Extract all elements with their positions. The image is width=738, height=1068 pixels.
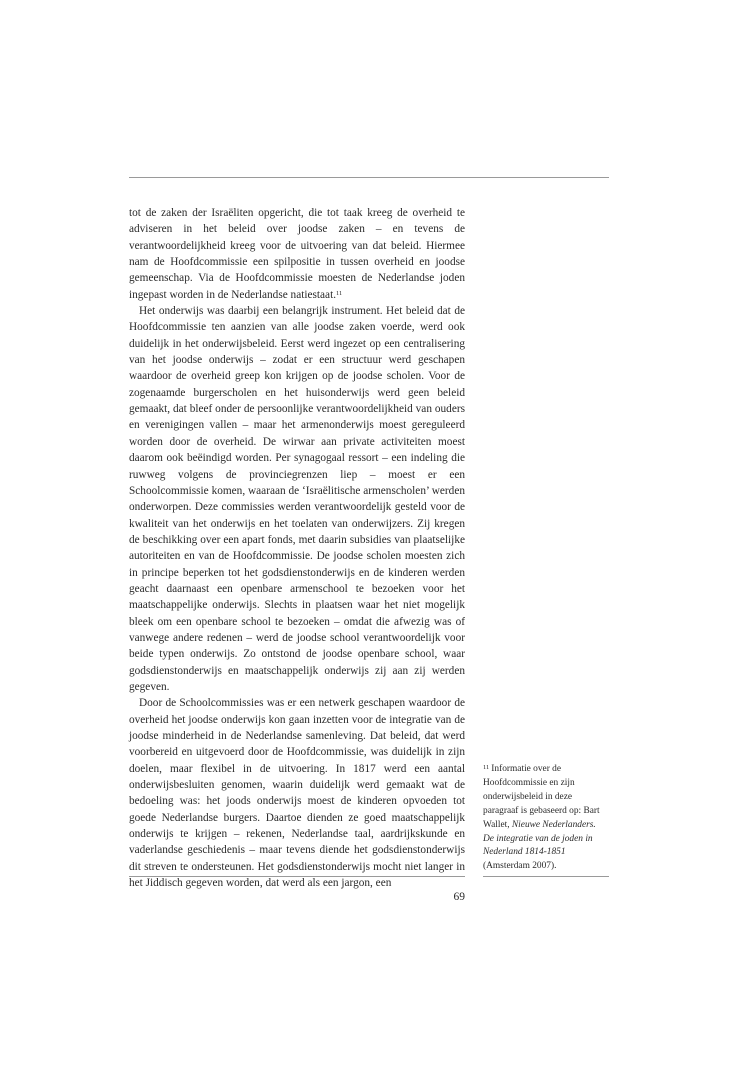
page-number: 69 [453, 891, 465, 903]
bottom-rule-main [129, 876, 465, 877]
sidenote-title: Nieuwe Nederlanders. De integratie van de joden in Nederland 1814-1851 [483, 819, 596, 858]
main-text-column [129, 205, 465, 891]
footnote-reference: 11 [336, 289, 343, 297]
paragraph-2: Het onderwijs was daarbij een belangrijk instrument. Het beleid dat de Hoofdcommissie ten aanzien van alle joodse zaken voerde, werd ook duidelijk in het onderwijsbeleid. Eerst werd ingezet op een centralisering van het joodse onderwijs – zodat er een structuur werd geschapen waardoor de overheid greep kon krijgen op de joodse scholen. Voor de zogenaamde burgerscholen en het huisonderwijs werd geen beleid gemaakt, dat bleef onder de persoonlijke verantwoordelijkheid van ouders en verenigingen vallen – maar het armenonderwijs moest gereguleerd worden door de overheid. De wirwar aan private activiteiten moest daarom ook beëindigd worden. Per synagogaal ressort – een indeling die ruwweg volgens de provinciegrenzen liep – moest er een Schoolcommissie komen, waaraan de ‘Israëlitische armenscholen’ werden onderworpen. Deze commissies werden verantwoordelijk gesteld voor de kwaliteit van het onderwijs en het toelaten van onderwijzers. Zij kregen de beschikking over een apart fonds, met daarin subsidies van plaatselijke autoriteiten en van de Hoofdcommissie. De joodse scholen moesten zich in principe beperken tot het godsdienstonderwijs en de kinderen werden geacht daarnaast een openbare armenschool te bezoeken voor het maatschappelijke onderwijs. Slechts in plaatsen waar het niet mogelijk bleek om een openbare school te bezoeken – omdat die afwezig was of vanwege andere redenen – werd de joodse school verantwoordelijk voor beide typen onderwijs. Zo ontstond de joodse openbare school, waar godsdienstonderwijs en maatschappelijk onderwijs zij aan zij werden gegeven. [129, 305, 465, 693]
top-rule [129, 177, 609, 178]
paragraph-3: Door de Schoolcommissies was er een netwerk geschapen waardoor de overheid het joodse onderwijs kon gaan inzetten voor de integratie van de joodse minderheid in de Nederlandse samenleving. Dat beleid, dat werd voorbereid en uitgevoerd door de Hoofdcommissie, was duidelijk in zijn doelen, maar flexibel in de uitvoering. In 1817 werd een aantal onderwijsbesluiten genomen, waarin duidelijk werd gemaakt wat de bedoeling was: het joods onderwijs moest de kinderen opvoeden tot goede Nederlandse burgers. Daartoe dienden ze goed maatschappelijk onderwijs te krijgen – rekenen, Nederlandse taal, aardrijkskunde en vaderlandse geschiedenis – maar tevens diende het godsdienstonderwijs dit streven te ondersteunen. Het godsdienstonderwijs mocht niet langer in het Jiddisch gegeven worden, dat werd als een jargon, een [129, 697, 465, 890]
sidenote-number: 11 [483, 764, 490, 771]
sidenote [483, 761, 609, 874]
sidenote-text: Informatie over de Hoofdcommissie en zijn onderwijsbeleid in deze paragraaf is gebaseerd op: Bart Wallet, [483, 764, 600, 830]
sidenote-text-end: (Amsterdam 2007). [483, 861, 557, 872]
bottom-rule-sidenote [483, 876, 609, 877]
paragraph-1-text: tot de zaken der Israëliten opgericht, die tot taak kreeg de overheid te adviseren in het beleid over joodse zaken – en tevens de verantwoordelijkheid kreeg voor de uitvoering van dat beleid. Hiermee nam de Hoofdcommissie een spilpositie in tussen overheid en joodse gemeenschap. Via de Hoofdcommissie moesten de Nederlandse joden ingepast worden in de Nederlandse natiestaat. [129, 207, 465, 301]
paragraph-1 [129, 205, 465, 303]
